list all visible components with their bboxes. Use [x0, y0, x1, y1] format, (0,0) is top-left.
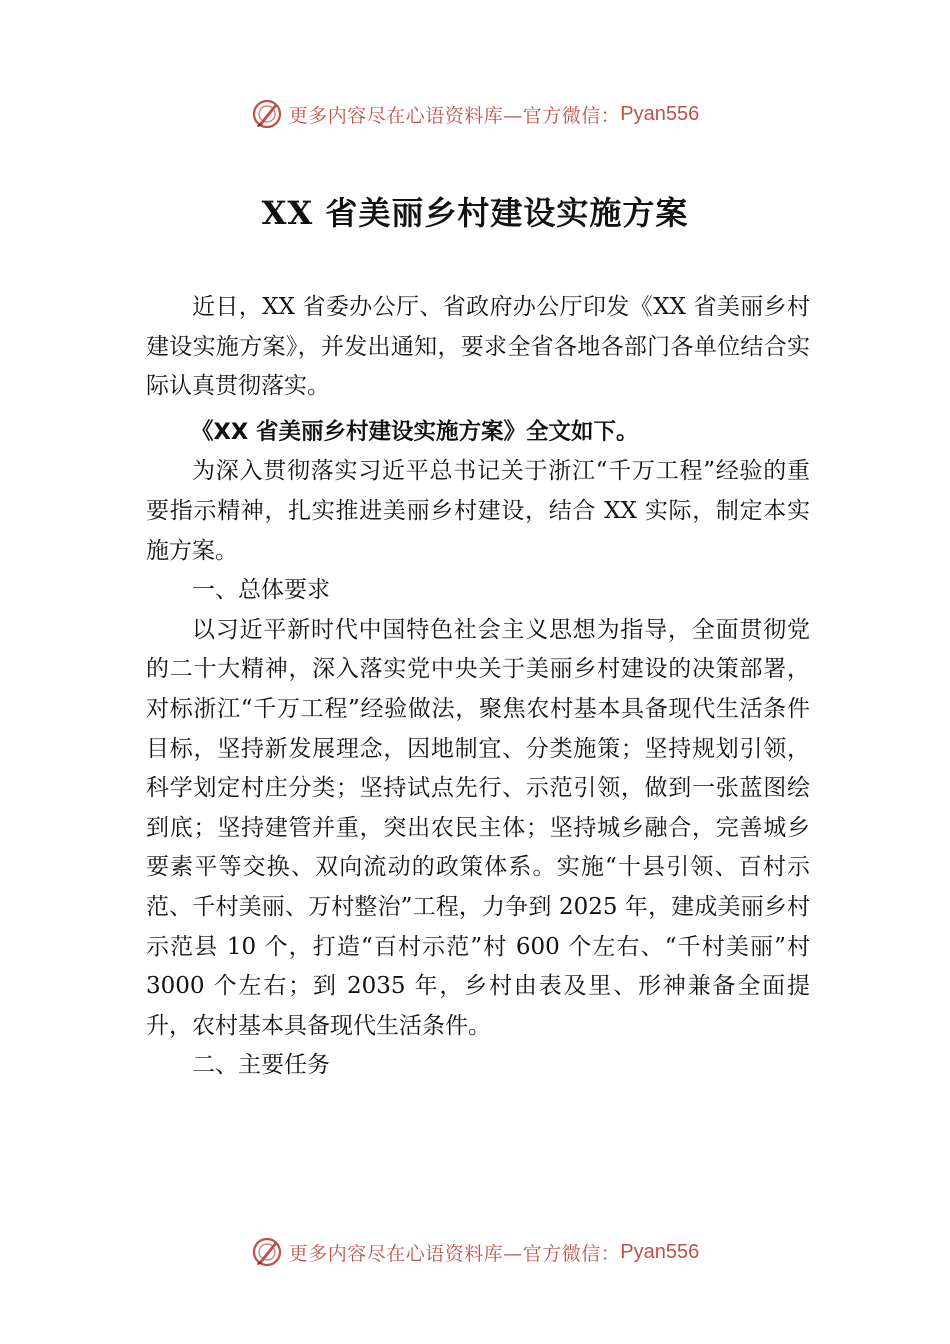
section-heading-main-tasks: 二、主要任务: [192, 1052, 330, 1079]
banner-wechat-id: Pyan556: [620, 102, 700, 125]
purpose-paragraph: 为深入贯彻落实习近平总书记关于浙江“千万工程”经验的重要指示精神，扎实推进美丽乡村建设，结合 XX 实际，制定本实施方案。: [146, 458, 810, 564]
header-watermark-banner: [0, 94, 950, 134]
intro-paragraph: 近日，XX 省委办公厅、省政府办公厅印发《XX 省美丽乡村建设实施方案》，并发出通知，要求全省各地各部门各单位结合实际认真贯彻落实。: [146, 294, 810, 400]
banner-text: 更多内容尽在心语资料库—官方微信：: [288, 104, 621, 127]
general-requirements-paragraph: 以习近平新时代中国特色社会主义思想为指导，全面贯彻党的二十大精神，深入落实党中央关于美丽乡村建设的决策部署，对标浙江“千万工程”经验做法，聚焦农村基本具备现代生活条件目标，坚持新发展理念，因地制宜、分类施策；坚持规划引领，科学划定村庄分类；坚持试点先行、示范引领，做到一张蓝图绘到底；坚持建管并重，突出农民主体；坚持城乡融合，完善城乡要素平等交换、双向流动的政策体系。实施“十县引领、百村示范、千村美丽、万村整治”工程，力争到 2025 年，建成美丽乡村示范县 10 个，打造“百村示范”村 600 个左右、“千村美丽”村 3000 个左右；到 2035 年，乡村由表及里、形神兼备全面提升，农村基本具备现代生活条件。: [146, 616, 810, 1039]
section-heading-general-requirements: 一、总体要求: [192, 577, 330, 604]
document-body: [146, 288, 810, 1086]
fulltext-heading: 《XX 省美丽乡村建设实施方案》全文如下。: [191, 418, 639, 445]
document-title: XX 省美丽乡村建设实施方案: [261, 194, 689, 232]
banner-wechat-id: Pyan556: [620, 1240, 700, 1263]
brush-logo-icon: [251, 98, 283, 130]
footer-watermark-banner: [0, 1232, 950, 1272]
brush-logo-icon: [251, 1236, 283, 1268]
banner-text: 更多内容尽在心语资料库—官方微信：: [288, 1242, 621, 1265]
